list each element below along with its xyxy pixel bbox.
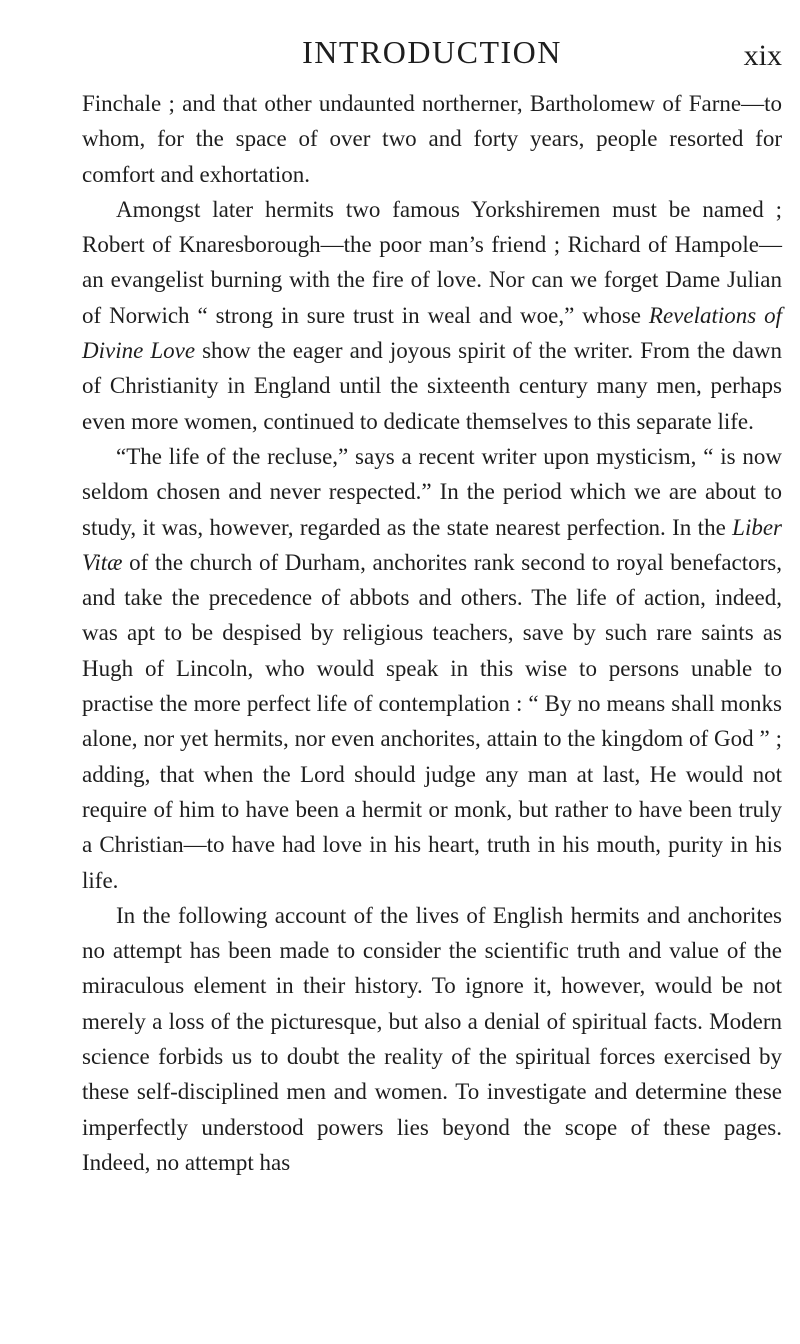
paragraph-2 xyxy=(82,192,782,439)
body-text xyxy=(82,86,782,1180)
text-segment: In the following account of the lives of English hermits and anchorites no attempt has been made to consider the scientific truth and value of the miraculous element in their history. To ignore it, however, would be not merely a loss of the picturesque, but also a denial of spiritual facts. Modern science forbids us to doubt the reality of the spiritual forces exercised by these self-disciplined men and women. To investigate and determine these imperfectly understood powers lies beyond the scope of these pages. Indeed, no attempt has xyxy=(82,902,782,1175)
paragraph-1 xyxy=(82,86,782,192)
paragraph-4 xyxy=(82,898,782,1180)
text-segment: show the eager and joyous spirit of the writer. From the dawn of Christianity in England until the sixteenth century many men, perhaps even more women, continued to dedicate themselves to this separate life. xyxy=(82,338,783,434)
book-title-revelations: Revelations of Divine Love xyxy=(82,302,782,364)
text-segment: Finchale ; and that other undaunted northerner, Bartholomew of Farne—to whom, for the space of over two and forty years, people resorted for comfort and exhortation. xyxy=(82,91,782,187)
page-header xyxy=(82,30,782,74)
text-segment: “The life of the recluse,” says a recent writer upon mysticism, “ is now seldom chosen and never respected.” In the period which we are about to study, it was, however, regarded as the state nearest perfection. In the xyxy=(82,443,782,540)
book-title-liber-vitae: Liber Vitæ xyxy=(82,514,782,575)
running-title: INTRODUCTION xyxy=(302,34,562,70)
book-page xyxy=(82,30,782,1180)
paragraph-3 xyxy=(82,439,782,898)
text-segment: Amongst later hermits two famous Yorkshiremen must be named ; Robert of Knaresborough—the poor man’s friend ; Richard of Hampole—an evangelist burning with the fire of love. Nor can we forget Dame Julian of Norwich “ strong in sure trust in weal and woe,” whose xyxy=(82,196,782,328)
page-number: xix xyxy=(743,39,782,72)
text-segment: of the church of Durham, anchorites rank second to royal benefactors, and take the precedence of abbots and others. The life of action, indeed, was apt to be despised by religious teachers, save by such rare saints as Hugh of Lincoln, who would speak in this wise to persons unable to practise the more perfect life of contemplation : “ By no means shall monks alone, nor yet hermits, nor even anchorites, attain to the kingdom of God ” ; adding, that when the Lord should judge any man at last, He would not require of him to have been a hermit or monk, but rather to have been truly a Christian—to have had love in his heart, truth in his mouth, purity in his life. xyxy=(82,549,782,893)
